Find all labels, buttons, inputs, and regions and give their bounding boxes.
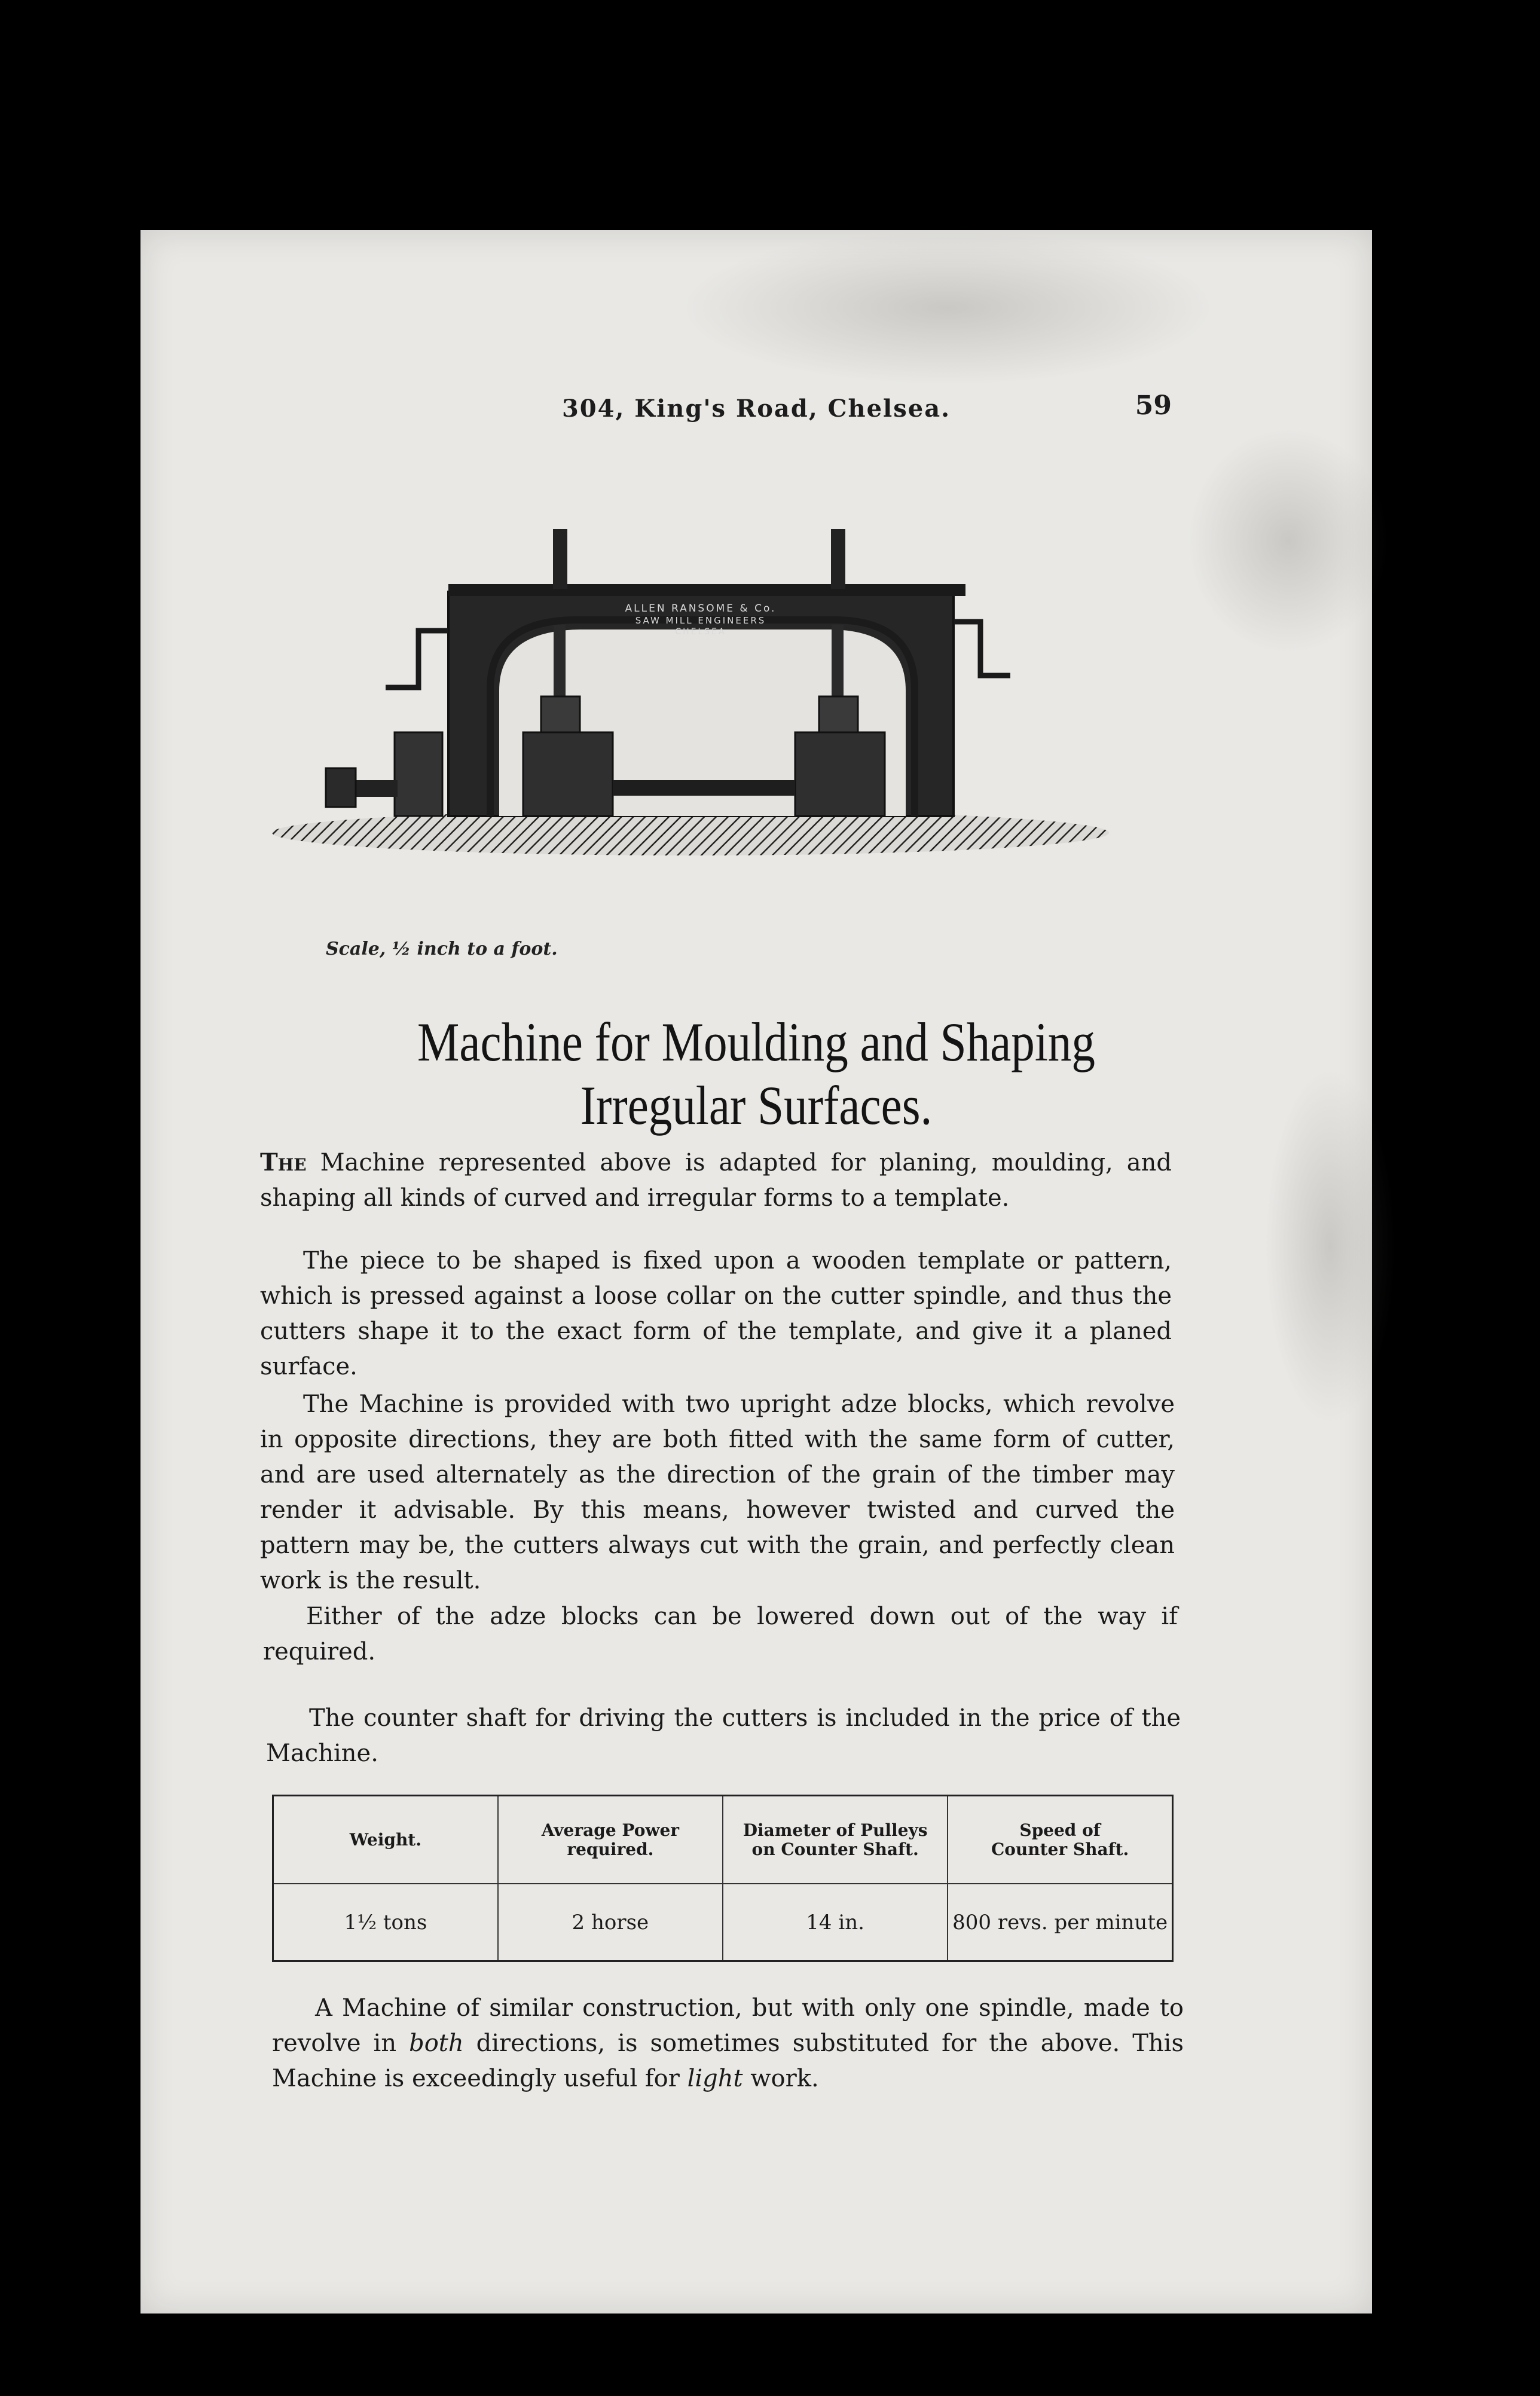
left-crank-handle <box>386 631 448 687</box>
specifications-table <box>272 1795 1174 1962</box>
caption-suffix: inch to a foot. <box>411 939 558 959</box>
right-pulley <box>795 732 885 816</box>
paper-stain <box>679 230 1217 386</box>
paragraph-4: Either of the adze blocks can be lowered down out of the way if required. <box>263 1603 1178 1665</box>
right-spindle-top <box>831 529 845 589</box>
title-line-1: Machine for Moulding and Shaping <box>417 1011 1095 1072</box>
table-cell-shaft-speed: 800 revs. per minute <box>948 1884 1172 1961</box>
caption-fraction: ½ <box>392 939 411 959</box>
header-text: on Counter Shaft. <box>751 1839 919 1859</box>
counter-shaft <box>613 780 795 796</box>
header-text: Weight. <box>349 1829 421 1850</box>
paragraph-6-emphasis: both <box>409 2030 464 2057</box>
title-line-2: Irregular Surfaces. <box>580 1075 933 1136</box>
table-cell-weight: 1½ tons <box>273 1884 498 1961</box>
figure-caption <box>326 939 558 959</box>
table-header <box>723 1796 948 1884</box>
shaft-bearing <box>326 768 356 807</box>
header-text: Diameter of Pulleys <box>742 1820 928 1840</box>
table-header <box>498 1796 723 1884</box>
paragraph-6-text: A Machine of similar construction, but with only one spindle, made to revolve in <box>272 1994 1184 2057</box>
frame-top <box>448 584 965 596</box>
header-text: Average Power <box>541 1820 680 1840</box>
paper-stain <box>1187 427 1390 655</box>
left-spindle-top <box>553 529 567 589</box>
document-page <box>140 230 1372 2314</box>
drive-pulley <box>395 732 442 816</box>
header-text: Counter Shaft. <box>991 1839 1129 1859</box>
section-title <box>299 1010 1214 1137</box>
maker-plate-line-2: SAW MILL ENGINEERS <box>635 615 766 626</box>
table-header <box>273 1796 498 1884</box>
table-cell-power: 2 horse <box>498 1884 723 1961</box>
left-pulley <box>523 732 613 816</box>
maker-plate-line-3: CHELSEA <box>675 627 726 637</box>
page-number: 59 <box>1135 390 1172 421</box>
paragraph-2: The piece to be shaped is fixed upon a wooden template or pattern, which is pressed against a loose collar on the cutter spindle, and thus the cutters shape it to the exact form of the template, and give it a planed surface. <box>260 1247 1172 1380</box>
right-crank-handle <box>954 622 1010 676</box>
paper-stain <box>1264 1067 1396 1426</box>
machine-illustration <box>269 529 1154 864</box>
table-cell-pulley-diameter: 14 in. <box>723 1884 948 1961</box>
caption-prefix: Scale, <box>326 939 392 959</box>
paragraph-6-text: directions, is sometimes substituted for the above. This Machine is exceedingly useful for <box>272 2030 1184 2092</box>
header-text: Speed of <box>1019 1820 1101 1840</box>
paragraph-1 <box>260 1145 1172 1216</box>
running-head: 304, King's Road, Chelsea. <box>561 395 951 423</box>
table-row <box>273 1884 1173 1961</box>
left-spindle <box>554 625 566 696</box>
paragraph-3: The Machine is provided with two upright adze blocks, which revolve in opposite directions, they are both fitted with the same form of cutter, and are used alternately as the direction of the grain of the timber may render it advisable. By this means, however twisted and curved the pattern may be, the cutters always cut with the grain, and perfectly clean work is the result. <box>260 1390 1175 1594</box>
paragraph-6-text: work. <box>742 2065 819 2092</box>
right-spindle <box>832 625 844 696</box>
maker-plate-line-1: ALLEN RANSOME & Co. <box>625 603 777 615</box>
table-header <box>948 1796 1172 1884</box>
paragraph-1-lead: The <box>260 1148 307 1176</box>
paragraph-6 <box>272 1991 1184 2096</box>
table-header-row <box>273 1796 1173 1884</box>
paragraph-6-emphasis: light <box>687 2065 743 2092</box>
paragraph-5: The counter shaft for driving the cutters is included in the price of the Machine. <box>266 1704 1181 1767</box>
paragraph-1-text: Machine represented above is adapted for planing, moulding, and shaping all kinds of curved and irregular forms to a template. <box>260 1149 1172 1212</box>
header-text: required. <box>567 1839 654 1859</box>
